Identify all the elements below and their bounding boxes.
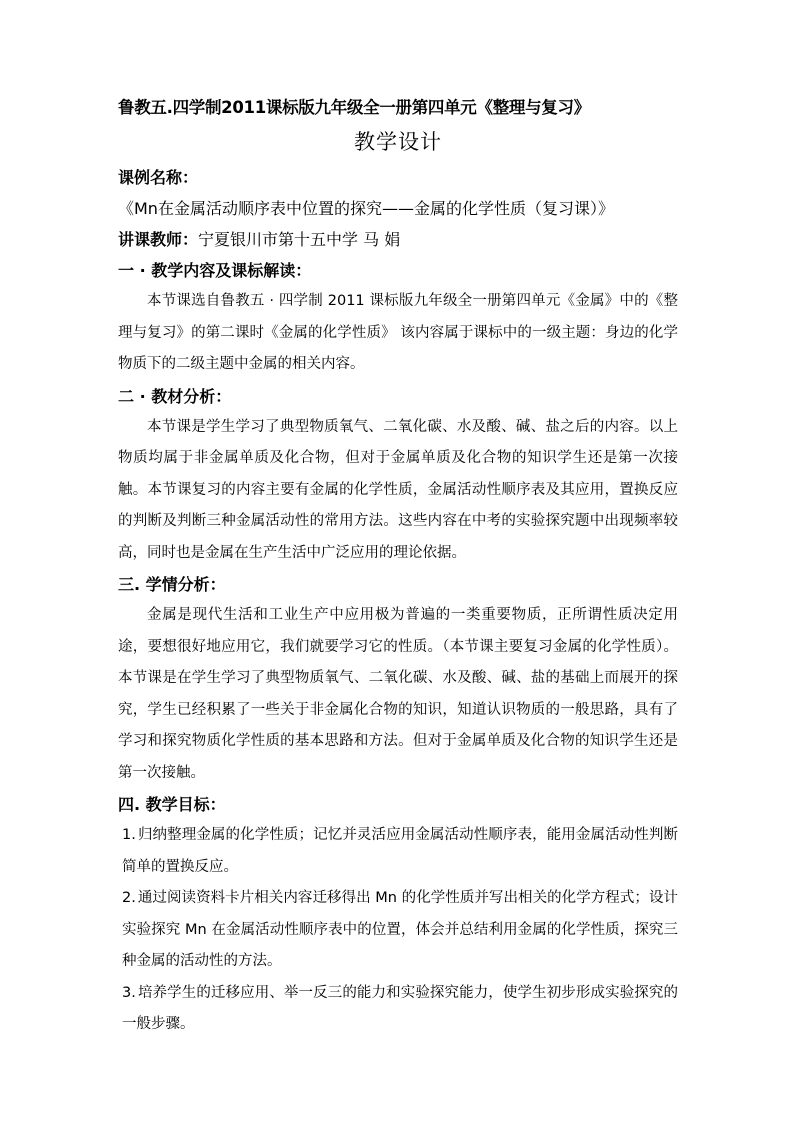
section-textbook-analysis: [118, 381, 678, 570]
goal-item: [118, 883, 678, 978]
goal-item: [118, 820, 678, 883]
paragraph: 本节课选自鲁教五 · 四学制 2011 课标版九年级全一册第四单元《金属》中的《整理与复习》的第二课时《金属的化学性质》 该内容属于课标中的一级主题：身边的化学物质下的二级主题中金属的相关内容。: [118, 293, 678, 372]
lesson-name-label: 课例名称：: [118, 168, 199, 187]
paragraph: 金属是现代生活和工业生产中应用极为普遍的一类重要物质，正所谓性质决定用途，要想很好地应用它，我们就要学习它的性质。（本节课主要复习金属的化学性质）。本节课是在学生学习了典型物质氧气、二氧化碳、水及酸、碱、盐的基础上而展开的探究，学生已经积累了一些关于非金属化合物的知识，知道认识物质的一般思路，具有了学习和探究物质化学性质的基本思路和方法。但对于金属单质及化合物的知识学生还是第一次接触。: [118, 607, 678, 781]
goal-item: [118, 978, 678, 1041]
section-heading: 二 · 教材分析：: [118, 386, 232, 406]
section-heading: 一 · 教学内容及课标解读：: [118, 261, 312, 280]
teacher-line: [118, 224, 678, 255]
lesson-name-line: [118, 162, 678, 224]
section-student-analysis: [118, 569, 678, 789]
section-heading: 四. 教学目标：: [118, 795, 226, 814]
lesson-name-value: 《Mn在金属活动顺序表中位置的探究——金属的化学性质（复习课）》: [118, 199, 614, 218]
section-teaching-goals: [118, 789, 678, 1041]
teacher-label: 讲课教师：: [118, 230, 199, 249]
section-heading: 三. 学情分析：: [118, 575, 226, 594]
goal-text: 归纳整理金属的化学性质；记忆并灵活应用金属活动性顺序表，能用金属活动性判断简单的置换反应。: [122, 827, 678, 875]
goal-number: 1.: [122, 827, 136, 843]
goal-number: 3.: [122, 984, 136, 1001]
goal-text: 通过阅读资料卡片相关内容迁移得出 Mn 的化学性质并写出相关的化学方程式；设计实验探究 Mn 在金属活动性顺序表中的位置，体会并总结利用金属的化学性质，探究三种金属的活动性的方法。: [122, 890, 678, 969]
section-content-standards: [118, 255, 678, 381]
goal-number: 2.: [122, 890, 136, 906]
document-page: [118, 96, 678, 1041]
series-title: 鲁教五.四学制2011课标版九年级全一册第四单元《整理与复习》: [118, 98, 590, 117]
paragraph: 本节课是学生学习了典型物质氧气、二氧化碳、水及酸、碱、盐之后的内容。以上物质均属于非金属单质及化合物，但对于金属单质及化合物的知识学生还是第一次接触。本节课复习的内容主要有金属的化学性质，金属活动性顺序表及其应用，置换反应的判断及判断三种金属活动性的常用方法。这些内容在中考的实验探究题中出现频率较高，同时也是金属在生产生活中广泛应用的理论依据。: [118, 418, 678, 561]
goal-text: 培养学生的迁移应用、举一反三的能力和实验探究能力，使学生初步形成实验探究的一般步骤。: [122, 984, 678, 1032]
document-title: 教学设计: [354, 130, 442, 154]
teacher-value: 宁夏银川市第十五中学 马 娟: [198, 230, 401, 249]
